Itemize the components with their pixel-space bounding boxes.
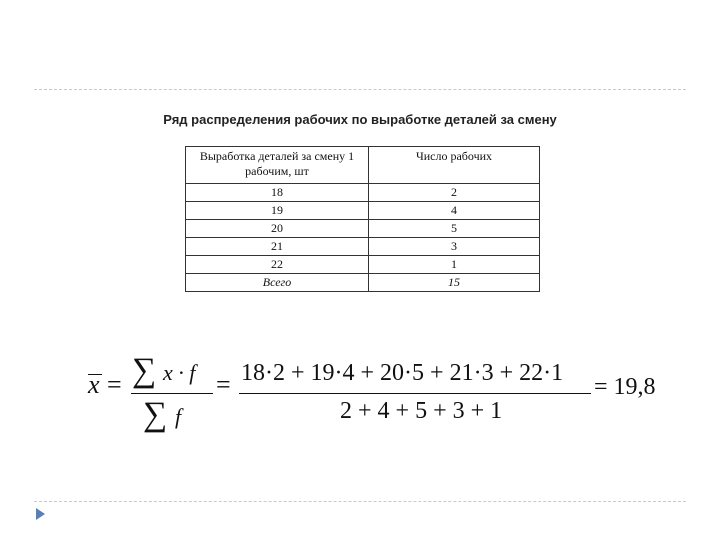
fraction-line-2 [239, 393, 591, 394]
mean-formula [85, 352, 685, 442]
cell-output: 20 [186, 220, 369, 238]
distribution-table [185, 146, 540, 292]
cell-workers: 3 [369, 238, 540, 256]
fraction-line-1 [131, 393, 213, 394]
cell-workers: 4 [369, 202, 540, 220]
sum-symbol-bottom: ∑ [143, 396, 168, 433]
cell-output: 19 [186, 202, 369, 220]
sum-symbol-top: ∑ [132, 352, 157, 389]
numerator-expression: 18·2 + 19·4 + 20·5 + 21·3 + 22·1 [241, 360, 564, 386]
table-total-row [186, 274, 540, 292]
total-label: Всего [186, 274, 369, 292]
cell-workers: 2 [369, 184, 540, 202]
header-output: Выработка деталей за смену 1 рабочим, шт [186, 147, 369, 184]
top-divider [34, 89, 686, 90]
denominator-terms: f [175, 404, 182, 429]
denominator-expression: 2 + 4 + 5 + 3 + 1 [340, 398, 503, 424]
equals-sign-1: = [107, 370, 122, 399]
table-row [186, 202, 540, 220]
cell-output: 18 [186, 184, 369, 202]
bottom-divider [34, 501, 686, 502]
triangle-right-icon[interactable] [36, 508, 45, 520]
table-row [186, 256, 540, 274]
table-header-row [186, 147, 540, 184]
total-value: 15 [369, 274, 540, 292]
cell-output: 21 [186, 238, 369, 256]
slide-title: Ряд распределения рабочих по выработке деталей за смену [163, 112, 557, 127]
numerator-terms: x · f [163, 360, 196, 385]
cell-output: 22 [186, 256, 369, 274]
header-workers: Число рабочих [369, 147, 540, 184]
table-row [186, 184, 540, 202]
table-row [186, 220, 540, 238]
cell-workers: 5 [369, 220, 540, 238]
result-value: = 19,8 [594, 374, 656, 400]
cell-workers: 1 [369, 256, 540, 274]
table-row [186, 238, 540, 256]
equals-sign-2: = [216, 370, 231, 399]
mean-symbol: x [88, 370, 100, 399]
